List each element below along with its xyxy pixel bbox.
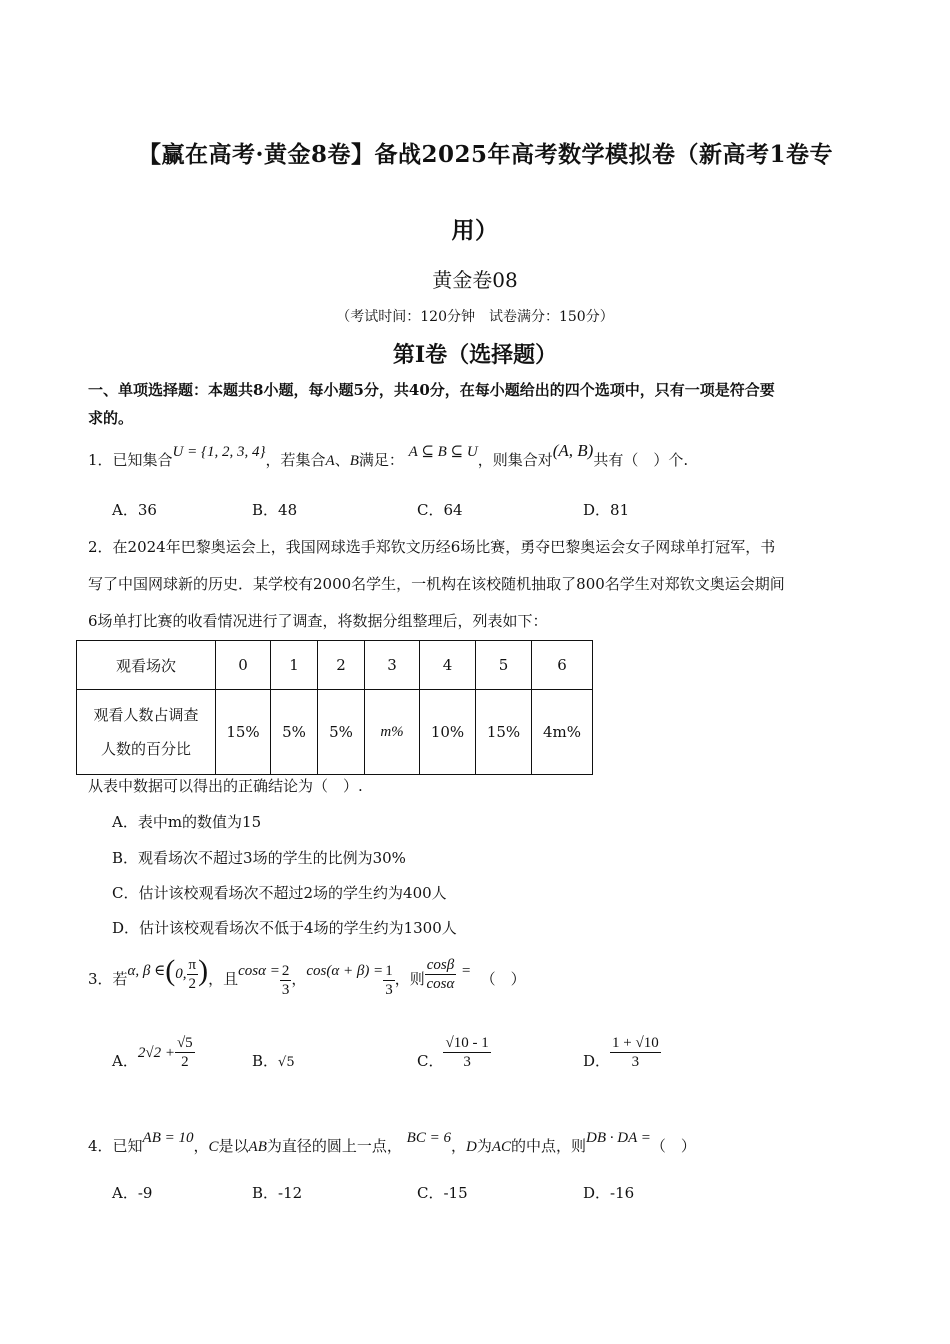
q3-equals: = — [460, 963, 472, 979]
question-4 — [88, 1126, 696, 1167]
q3-fraction-2 — [383, 962, 395, 999]
q3-option-c-num: √10 - 1 — [445, 1034, 489, 1051]
q3-option-c[interactable] — [417, 1034, 491, 1084]
table-cell: 5 — [476, 641, 532, 690]
q4-ab2: AB — [248, 1139, 267, 1155]
q2-data-table — [76, 640, 593, 775]
q4-option-c[interactable]: C．-15 — [417, 1184, 468, 1202]
q4-option-b[interactable]: B．-12 — [252, 1184, 303, 1202]
q2-line2: 写了中国网球新的历史．某学校有2000名学生，一机构在该校随机抽取了800名学生对郑钦文奥运会期间 — [88, 575, 785, 593]
q1-condition: A ⊆ B ⊆ U — [408, 444, 478, 460]
table-cell: 3 — [365, 641, 420, 690]
q1-option-a[interactable]: A．36 — [112, 501, 157, 519]
table-cell: m% — [365, 690, 420, 775]
q3-fraction-2-den: 3 — [385, 981, 393, 998]
q3-and: ，且 — [208, 970, 239, 988]
table-cell: 5% — [318, 690, 365, 775]
q3-interval-close: ) — [198, 954, 209, 987]
section-intro-line1: 一、单项选择题：本题共8小题，每小题5分，共40分，在每小题给出的四个选项中，只有一项是符合要 — [88, 381, 775, 399]
table-cell: 4 — [420, 641, 476, 690]
table-cell: 4m% — [532, 690, 593, 775]
q3-cos-alpha-beta: cos(α + β) = — [306, 963, 384, 979]
q3-ratio-den: cosα — [426, 975, 455, 992]
q1-pair: (A, B) — [552, 441, 594, 460]
q4-bc: BC = 6 — [406, 1130, 451, 1146]
q1-tail: 共有（ ）个. — [593, 451, 689, 469]
q3-number: 3．若 — [88, 970, 128, 988]
q3-fraction-1-den: 3 — [281, 981, 290, 998]
q4-answer-paren: （ ） — [650, 1137, 696, 1155]
document-title-line1: 【赢在高考·黄金8卷】备战2025年高考数学模拟卷（新高考1卷专 — [138, 141, 834, 168]
q3-fraction-1 — [280, 962, 292, 999]
q3-interval-left: 0, — [175, 966, 187, 982]
q3-option-a[interactable] — [112, 1034, 195, 1085]
question-3 — [88, 952, 526, 998]
q2-option-a[interactable]: A．表中m的数值为15 — [112, 813, 262, 831]
q1-option-d[interactable]: D．81 — [583, 501, 630, 519]
q1-sep: 、 — [334, 451, 350, 469]
q1-var-a: A — [325, 453, 335, 469]
q3-option-a-den: 2 — [181, 1053, 189, 1070]
table-header-line2: 人数的百分比 — [100, 740, 191, 758]
q2-prompt: 从表中数据可以得出的正确结论为（ ）. — [88, 777, 363, 795]
table-header-cell: 观看场次 — [77, 641, 216, 690]
document-title-line2: 用） — [451, 217, 499, 244]
q3-fraction-2-num: 1 — [385, 962, 393, 979]
q4-dot-product: DB · DA = — [586, 1130, 651, 1146]
q3-option-c-fraction — [443, 1034, 490, 1071]
q3-ratio-num: cosβ — [426, 956, 455, 973]
q3-option-b-label: B． — [252, 1052, 279, 1070]
table-header-line1: 观看人数占调查 — [93, 706, 199, 724]
table-cell: 10% — [420, 690, 476, 775]
q3-condition: α, β ∈ — [127, 963, 166, 979]
q4-option-d[interactable]: D．-16 — [583, 1184, 635, 1202]
q1-satisfy: 满足： — [358, 451, 404, 469]
paper-name: 黄金卷08 — [432, 268, 518, 292]
table-row — [77, 690, 593, 775]
q1-number: 1．已知集合 — [88, 451, 173, 469]
q3-option-a-num: √5 — [176, 1034, 193, 1051]
table-cell: 5% — [271, 690, 318, 775]
q4-text3: 为直径的圆上一点， — [266, 1137, 402, 1155]
table-row — [77, 641, 593, 690]
q2-line3: 6场单打比赛的收看情况进行了调查，将数据分组整理后，列表如下： — [88, 612, 548, 630]
q1-text-mid: ，若集合 — [265, 451, 326, 469]
q1-var-b: B — [349, 453, 359, 469]
q3-two: 2 — [188, 975, 197, 992]
q1-then: ，则集合对 — [477, 451, 553, 469]
table-header-cell — [77, 690, 216, 775]
q3-interval-fraction — [187, 956, 199, 993]
q2-option-c[interactable]: C．估计该校观看场次不超过2场的学生约为400人 — [112, 884, 447, 902]
q1-option-c[interactable]: C．64 — [417, 501, 463, 519]
q4-text6: 的中点，则 — [511, 1137, 587, 1155]
q2-option-b[interactable]: B．观看场次不超过3场的学生的比例为30% — [112, 849, 406, 867]
q4-text5: 为 — [476, 1137, 492, 1155]
q3-ratio — [425, 956, 456, 993]
q3-option-a-part1: 2√2 + — [137, 1045, 175, 1061]
q3-answer-paren: （ ） — [480, 970, 526, 988]
q3-then: ，则 — [394, 970, 425, 988]
q3-cos-alpha: cosα = — [238, 963, 280, 979]
q4-d: D — [465, 1139, 477, 1155]
table-cell: 15% — [476, 690, 532, 775]
q2-option-d[interactable]: D．估计该校观看场次不低于4场的学生约为1300人 — [112, 919, 457, 937]
table-cell: 2 — [318, 641, 365, 690]
exam-info: （考试时间：120分钟 试卷满分：150分） — [336, 309, 614, 325]
q3-comma: ， — [291, 970, 307, 988]
part-title: 第I卷（选择题） — [392, 342, 558, 368]
q1-set-definition: U = {1, 2, 3, 4} — [172, 444, 266, 460]
table-cell: 1 — [271, 641, 318, 690]
q4-ab: AB = 10 — [142, 1130, 194, 1146]
q3-option-d-label: D． — [583, 1052, 611, 1070]
q3-option-d-den: 3 — [631, 1053, 640, 1070]
table-cell: 0 — [216, 641, 271, 690]
table-cell: 6 — [532, 641, 593, 690]
q3-option-c-label: C． — [417, 1052, 444, 1070]
q3-option-d-fraction — [610, 1034, 661, 1071]
q3-fraction-1-num: 2 — [281, 962, 290, 979]
q3-option-a-label: A． — [112, 1052, 138, 1070]
q3-option-b[interactable] — [252, 1038, 295, 1086]
q4-text1: ， — [193, 1137, 209, 1155]
q4-number: 4．已知 — [88, 1137, 143, 1155]
q4-ac: AC — [491, 1139, 512, 1155]
q3-option-a-fraction — [175, 1034, 195, 1071]
q4-option-a[interactable]: A．-9 — [112, 1184, 153, 1202]
table-cell: 15% — [216, 690, 271, 775]
q2-line1: 2．在2024年巴黎奥运会上，我国网球选手郑钦文历经6场比赛，勇夺巴黎奥运会女子网球单打冠军，书 — [88, 538, 776, 556]
q3-option-c-den: 3 — [463, 1053, 471, 1070]
q3-interval-open: ( — [165, 954, 176, 987]
q4-c: C — [208, 1139, 219, 1155]
q1-option-b[interactable]: B．48 — [252, 501, 298, 519]
q3-option-b-value: √5 — [278, 1055, 295, 1070]
question-1 — [88, 440, 688, 481]
q4-text4: ， — [450, 1137, 466, 1155]
section-intro-line2: 求的。 — [88, 409, 134, 427]
q3-option-d-num: 1 + √10 — [612, 1034, 659, 1051]
q3-option-d[interactable] — [583, 1034, 661, 1084]
q3-pi: π — [188, 956, 197, 973]
q4-text2: 是以 — [218, 1137, 249, 1155]
